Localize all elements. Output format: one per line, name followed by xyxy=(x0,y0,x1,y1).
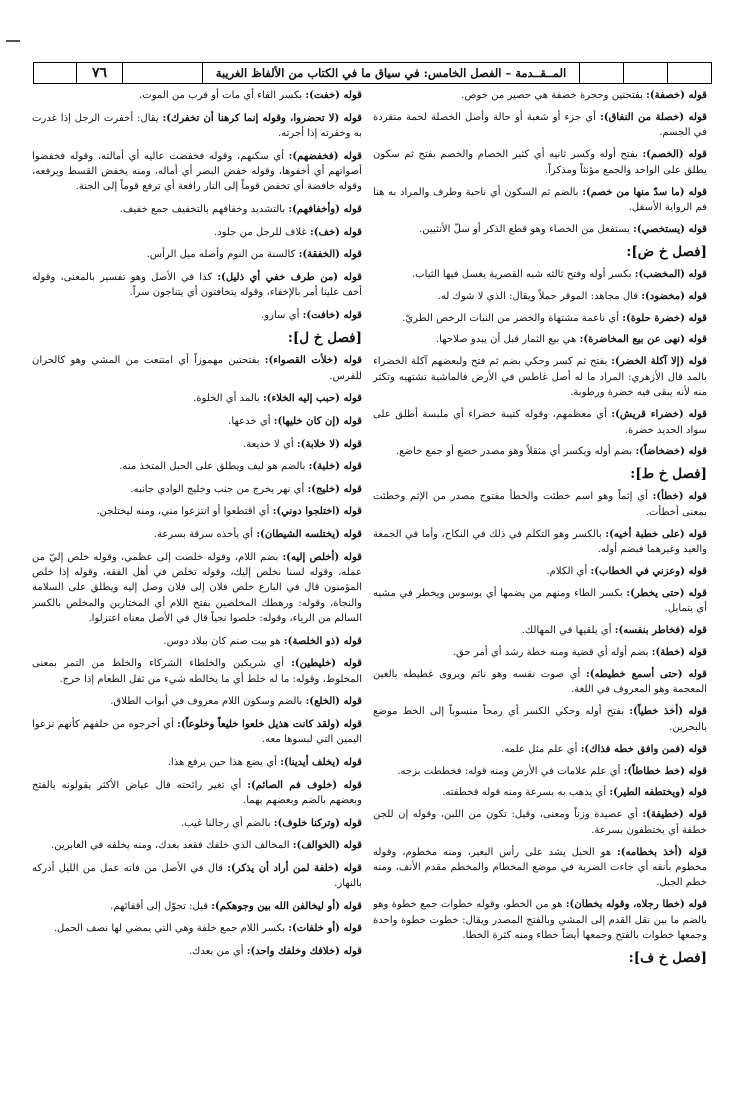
glossary-entry xyxy=(373,185,707,216)
glossary-entry xyxy=(373,645,707,660)
glossary-entry xyxy=(32,353,362,384)
entry-definition: قال في الأصل من فاته عمل من الليل أدركه بالنهار. xyxy=(32,862,362,890)
entry-definition: بضم اللام، وقوله خلصت إلى عظمي، وقوله خلص إليّ من عمله، وقوله لسنا نخلص إليك، وقوله تخلص في أهل الفقه، وقوله إذا خلص المؤمنون قال في البارع خلص فلان إلى فلان وصل إليه ويطلق على السلامة والنجاة، وقوله: ورهطك المخلصين بفتح اللام أي المختارين والمخلص بالكسر السالم من الرياء، وقوله: خلصوا نجياً قال في الأصل معناه اعتزلوا. xyxy=(32,551,362,625)
glossary-entry xyxy=(373,311,707,326)
entry-headword: قوله (الخصم): xyxy=(642,149,707,161)
entry-headword: قوله (يخلف أيدينا): xyxy=(280,756,362,768)
entry-headword: قوله (نهى عن بيع المخاضرة): xyxy=(579,334,707,346)
entry-definition: أي أخرجوه من حلفهم كأنهم نزعوا اليمين التي لبسوها معه. xyxy=(32,718,362,746)
glossary-entry xyxy=(32,111,362,142)
glossary-entry xyxy=(32,247,362,262)
entry-headword: قوله (فخفضهم): xyxy=(288,150,362,162)
entry-headword: قوله (اختلجوا دوني): xyxy=(272,506,362,518)
glossary-entry xyxy=(32,308,362,323)
glossary-entry xyxy=(32,504,362,519)
entry-definition: أي جزء أو شعبة أو حالة وأصل الخصلة لحمة منفردة في الجسم. xyxy=(373,111,707,139)
entry-definition: أي علم علامات في الأرض ومنه قوله: فخططت بزجه. xyxy=(397,765,624,777)
entry-headword: قوله (خلافك وخلفك واحد): xyxy=(246,945,362,957)
entry-headword: قوله (لا خلابة): xyxy=(296,438,362,450)
entry-definition: أي إثماً وهو اسم خطئت والخطأ مفتوح مصدر من الإثم وخطئت بمعنى أخطأت. xyxy=(373,491,707,518)
entry-definition: يقال: أخفرت الرجل إذا غدرت به وخفرته إذا أجرته. xyxy=(32,112,362,139)
glossary-entry xyxy=(373,489,707,520)
entry-definition: بالضم أي رجالنا غيب. xyxy=(180,817,274,829)
section-heading: [فصل خ ط]: xyxy=(630,466,707,483)
entry-definition: بالضم هو ليف ويطلق على الحبل المتخذ منه. xyxy=(119,461,309,473)
entry-definition: أي يأخذه سرقة بسرعة. xyxy=(153,528,257,540)
entry-headword: قوله (ما سدّ منها من خصم): xyxy=(582,186,707,198)
entry-headword: قوله (فخاطر بنفسه): xyxy=(614,625,707,637)
glossary-entry xyxy=(32,694,362,709)
entry-definition: كذا في الأصل وهو تفسير بالمعنى، وقوله أخف علينا أمر بالإخفاء، وقوله يتخافتون أي يتناجون سراً. xyxy=(32,271,362,299)
entry-headword: قوله (خف): xyxy=(309,226,362,238)
entry-headword: قوله (خليطين): xyxy=(291,658,362,670)
entry-headword: قوله (خضخاضاً): xyxy=(635,446,707,458)
entry-definition: بالتشديد وخفافهم بالتخفيف جمع خفيف. xyxy=(119,204,289,215)
glossary-entry xyxy=(373,897,707,943)
glossary-entry xyxy=(32,225,362,240)
entry-headword: قوله (وتركنا خلوف): xyxy=(273,817,362,829)
entry-definition: قيل: تحوّل إلى أقفائهم. xyxy=(110,900,212,912)
entry-definition: أي عصيدة وزناً ومعنى، وقيل: تكون من اللبن، وقوله إن للجن خطفة أي يختطفون بسرعة. xyxy=(373,809,707,836)
entry-headword: قوله (خافت): xyxy=(302,309,362,321)
section-heading: [فصل خ ف]: xyxy=(628,950,707,967)
entry-headword: قوله (خليج): xyxy=(307,483,362,495)
glossary-entry xyxy=(373,267,707,282)
entry-headword: قوله (أخذ بخطامه): xyxy=(617,846,707,858)
glossary-entry xyxy=(373,407,707,438)
header-empty-cell xyxy=(579,63,623,83)
glossary-entry xyxy=(373,807,707,838)
glossary-entry xyxy=(32,656,362,687)
entry-definition: أي شريكين والخلطاء الشركاء والخلط من التمر بمعنى المخلوط، وقوله: ما له خلط أي ما يخالطه شيء من ثفل الطعام إذا خرج. xyxy=(32,658,362,685)
entry-headword: قوله (إن كان خليها): xyxy=(273,415,362,427)
entry-headword: قوله (فمن وافق خطه فذاك): xyxy=(580,743,707,755)
entry-headword: قوله (خضرة حلوة): xyxy=(622,312,707,324)
entry-definition: أي خدعها. xyxy=(228,415,274,427)
header-empty-cell xyxy=(122,63,202,83)
entry-definition: هو من الخطو، وقوله خطوات جمع خطوة وهو بالضم ما بين نقل القدم إلى المشي وبالفتح المصدر ويقال: خطوت خطوة واحدة وجمعها خطوات بالفتح وجمعها أيضاً خطاء ومنه كثرة الخطا. xyxy=(373,899,707,942)
entry-definition: أي يضع هذا حين يرفع هذا. xyxy=(167,756,281,768)
entry-headword: قوله (ذو الخلصة): xyxy=(283,635,362,647)
header-empty-cell xyxy=(667,63,711,83)
entry-headword: قوله (أخذ خطياً): xyxy=(629,706,707,718)
entry-headword: قوله (على خطبة أخيه): xyxy=(605,528,707,540)
entry-definition: بكسر الطاء ومنهم من يضمها أي يوسوس ويخطر في مشيه أي يتمايل. xyxy=(373,587,707,615)
entry-headword: قوله (خصلة من النفاق): xyxy=(600,111,707,123)
entry-headword: قوله (خلأت القصواء): xyxy=(264,355,362,367)
glossary-entry xyxy=(32,270,362,301)
entry-headword: قوله (خلوف فم الصائم): xyxy=(247,779,362,791)
glossary-entry xyxy=(373,527,707,558)
entry-definition: أي معظمهم، وقوله كتيبة خضراء أي ملبسة أطلق على سواد الحديد خضرة. xyxy=(373,409,707,436)
glossary-entry xyxy=(373,110,707,141)
glossary-entry xyxy=(32,944,362,959)
entry-definition: أي يذهب به بسرعة ومنه قوله فخطفته. xyxy=(442,787,610,799)
entry-definition: أي علم مثل علمه. xyxy=(501,743,581,755)
entry-definition: بضم أوله ويكسر أي مثقلاً وهو مصدر خضع أو جمع خاضع. xyxy=(395,446,636,458)
entry-definition: بفتحتين مهموزاً أي امتنعت من المشي وهو كالحران للفرس. xyxy=(32,355,362,382)
entry-definition: بكسر اللام جمع خلفة وهي التي يمضي لها نصف الحمل. xyxy=(53,923,289,935)
entry-definition: بفتح ثم كسر وحكي بضم ثم فتح ولبعضهم آكلة الخضراء بالمد قال الأزهري: المراد ما له أصل غاطس في الأرض فالماشية تشتهيه وتكثر منه لأنه يبقى فيه خضرة ورطوبة. xyxy=(373,356,707,399)
glossary-entry xyxy=(373,332,707,347)
entry-headword: قوله (حتى يخطر): xyxy=(626,587,707,599)
entry-headword: قوله (خطيفة): xyxy=(642,809,707,821)
running-title: المــقــدمة – الفصل الخامس: في سياق ما في الكتاب من الألفاظ الغريبة xyxy=(202,63,579,83)
page-header xyxy=(33,62,712,84)
glossary-entry xyxy=(373,88,707,103)
glossary-entry xyxy=(32,861,362,892)
glossary-entry xyxy=(373,785,707,800)
glossary-entry xyxy=(373,147,707,178)
glossary-entry xyxy=(32,755,362,770)
entry-headword: قوله (خضراء قريش): xyxy=(611,409,707,421)
entry-definition: بالضم ثم السكون أي ناحية وطرف والمراد به هنا فم الرواية الأسفل. xyxy=(373,186,707,213)
entry-definition: بفتح أوله وكسر ثانيه أي كثير الخصام والخصم بفتح ثم سكون يطلق على الواحد والجمع مؤنثاً ومذكراً. xyxy=(373,149,707,176)
entry-headword: قوله (إلا آكلة الخضر): xyxy=(611,356,707,368)
glossary-entry xyxy=(373,586,707,617)
entry-definition: كالسنة من النوم وأصله ميل الرأس. xyxy=(146,249,299,261)
entry-headword: قوله (المخضب): xyxy=(634,268,707,280)
entry-headword: قوله (يختلسه الشيطان): xyxy=(256,528,362,540)
entry-definition: غلاف للرجل من جلود. xyxy=(213,226,310,238)
glossary-entry xyxy=(32,482,362,497)
entry-headword: قوله (خصفة): xyxy=(646,90,707,101)
entry-headword: قوله (خطا رجلاه، وقوله بخطان): xyxy=(565,899,707,911)
entry-definition: هو بيت صنم كان ببلاد دوس. xyxy=(163,635,284,647)
entry-definition: هي بيع الثمار قبل أن يبدو صلاحها. xyxy=(435,334,580,346)
glossary-entry xyxy=(32,921,362,936)
entry-headword: قوله (خط خطاطاً): xyxy=(623,765,707,777)
glossary-entry xyxy=(32,202,362,217)
glossary-entry xyxy=(32,634,362,649)
entry-headword: قوله (أو خلفات): xyxy=(288,923,362,935)
entry-definition: بالضم وسكون اللام معروف في أبواب الطلاق. xyxy=(110,696,306,708)
entry-definition: أي سارو. xyxy=(261,309,303,321)
glossary-entry xyxy=(32,816,362,831)
entry-definition: قال مجاهد: الموقر حملاً ويقال: الذي لا شوك له. xyxy=(437,290,642,302)
left-column xyxy=(32,88,362,1096)
glossary-entry xyxy=(373,289,707,304)
page-number: ٧٦ xyxy=(76,63,122,83)
glossary-entry xyxy=(32,88,362,103)
entry-headword: قوله (الخفقة): xyxy=(298,249,362,261)
entry-headword: قوله (ولقد كانت هذيل خلعوا خليعاً وخلوعاً): xyxy=(177,718,362,730)
header-empty-cell xyxy=(623,63,667,83)
entry-headword: قوله (ويختطفه الطير): xyxy=(609,787,707,799)
entry-definition: يستفعل من الخصاء وهو قطع الذكر أو سلّ الأنثيين. xyxy=(419,223,634,235)
glossary-entry xyxy=(373,845,707,891)
entry-headword: قوله (حتى أسمع خطيطه): xyxy=(585,668,707,680)
glossary-entry xyxy=(373,623,707,638)
entry-headword: قوله (خفت): xyxy=(305,90,362,101)
glossary-entry xyxy=(373,667,707,698)
glossary-entry xyxy=(32,391,362,406)
entry-definition: أي تغير رائحته قال عياض الأكثر يقولونه بالفتح وبعضهم بالضم وبعضهم بهما. xyxy=(32,779,362,806)
glossary-entry xyxy=(32,527,362,542)
glossary-entry xyxy=(373,222,707,237)
entry-definition: بضم أوله أي قضية ومنه خطة رشد أي أمر حق. xyxy=(452,647,652,659)
entry-headword: قوله (لا تحضروا، وقوله إنما كرهنا أن تخفرك): xyxy=(162,112,362,124)
entry-definition: المخالف الذي خلفك فقعد بعدك، ومنه يخلفه في الغابرين. xyxy=(51,840,293,852)
entry-headword: قوله (خطة): xyxy=(651,647,707,659)
entry-definition: بكسر أوله وفتح ثالثه شبه القصرية يغسل فيها الثياب. xyxy=(411,268,635,280)
entry-definition: أي ناعمة مشتهاة والخضر من النبات الرخص الطريّ. xyxy=(402,312,623,324)
entry-definition: أي الكلام. xyxy=(546,565,591,577)
entry-headword: قوله (حبب إليه الخلاء): xyxy=(262,393,362,405)
entry-definition: بكسر الفاء أي مات أو قرب من الموت. xyxy=(138,90,306,101)
glossary-entry xyxy=(32,414,362,429)
entry-headword: قوله (خطأ): xyxy=(652,491,707,503)
glossary-entry xyxy=(32,550,362,627)
entry-headword: قوله (وعزني في الخطاب): xyxy=(590,565,707,577)
entry-headword: قوله (خلبة): xyxy=(308,461,362,473)
entry-definition: أي من بعدك. xyxy=(188,945,247,957)
glossary-entry xyxy=(32,149,362,195)
section-heading: [فصل خ ض]: xyxy=(626,243,707,260)
glossary-entry xyxy=(32,717,362,748)
header-empty-cell xyxy=(34,63,76,83)
entry-definition: بالمد أي الخلوة. xyxy=(193,393,263,405)
glossary-entry xyxy=(373,742,707,757)
entry-headword: قوله (وأخفافهم): xyxy=(288,204,362,215)
entry-definition: أي نهر يخرج من جنب وخليج الوادي جانبه. xyxy=(130,483,308,495)
entry-definition: أي لا خديعة. xyxy=(242,438,297,450)
right-column xyxy=(373,88,707,1096)
entry-definition: بالكسر وهو التكلم في ذلك في النكاح، وأما في الجمعة والعيد وغيرهما فبضم أوله. xyxy=(373,528,707,556)
glossary-entry xyxy=(32,838,362,853)
entry-headword: قوله (أخلص إليه): xyxy=(282,551,362,563)
glossary-entry xyxy=(373,764,707,779)
entry-headword: قوله (أو ليخالفن الله بين وجوهكم): xyxy=(211,900,362,912)
glossary-entry xyxy=(32,778,362,809)
entry-headword: قوله (الخوالف): xyxy=(292,840,362,852)
entry-definition: بفتحتين وحجرة خصفة هي حصير من خوص. xyxy=(461,90,647,101)
margin-mark xyxy=(6,40,20,42)
entry-definition: أي يلقيها في المهالك. xyxy=(521,625,615,637)
entry-headword: قوله (الخلع): xyxy=(305,696,362,708)
glossary-entry xyxy=(373,704,707,735)
entry-definition: أي صوت نفسه وهو نائم ويروى غطيطه بالغين المعجمة وهو المعروف في اللغة. xyxy=(373,668,707,696)
glossary-entry xyxy=(373,564,707,579)
glossary-entry xyxy=(373,444,707,459)
entry-headword: قوله (من طرف خفي أي ذليل): xyxy=(217,271,362,283)
entry-definition: أي سكنهم، وقوله فخفضت عاليه أي أمالته، وقوله فخفضوا أصواتهم أي أخفوها، وقوله خفض البصر أي أماله، ومنه يخفض القسط ويرفعه، وقوله خافضة أي تخفض قوماً إلى النار رافعة أي ترفع قوماً إلى الجنة. xyxy=(32,150,362,193)
entry-headword: قوله (مخضود): xyxy=(641,290,707,302)
entry-definition: أي اقتطعوا أو انتزعوا مني، ومنه ليختلجن. xyxy=(96,506,273,518)
section-heading: [فصل خ ل]: xyxy=(287,330,362,347)
entry-headword: قوله (يستخصي): xyxy=(633,223,707,235)
entry-definition: هو الحبل يشد على رأس البعير، ومنه مخطوم، وقوله مخطوم بأنفه أي جاءت الضربة في موضع المخطام والمخطم مقدم الأنف، ومنه خطم الجبل. xyxy=(373,846,707,889)
glossary-entry xyxy=(373,354,707,400)
entry-definition: بفتح أوله وحكي الكسر أي رمحاً منسوباً إلى الخط موضع بالبحرين. xyxy=(373,706,707,733)
glossary-entry xyxy=(32,459,362,474)
entry-headword: قوله (خلفة لمن أراد أن يذكر): xyxy=(227,862,362,874)
glossary-entry xyxy=(32,437,362,452)
glossary-entry xyxy=(32,899,362,914)
